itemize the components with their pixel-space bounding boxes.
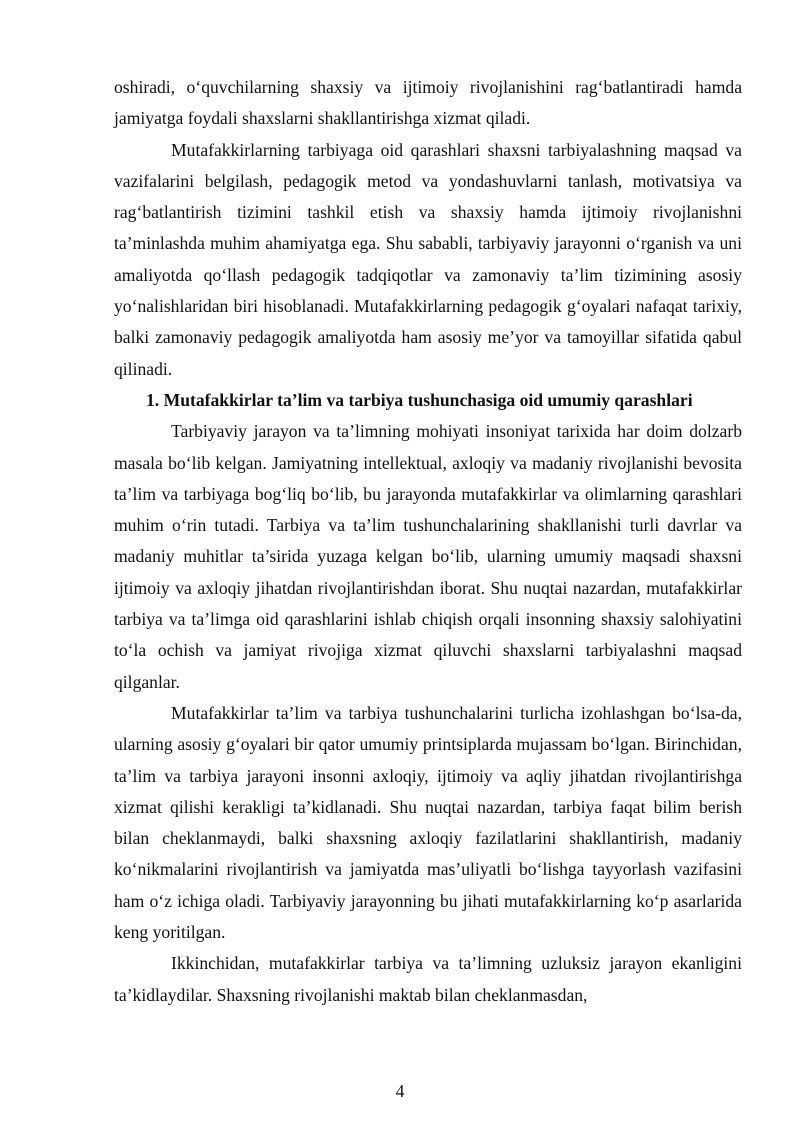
paragraph-continuation: oshiradi, o‘quvchilarning shaxsiy va ijtimoiy rivojlanishini rag‘batlantiradi hamda jamiyatga foydali shaxslarni shakllantirishga xizmat qiladi. xyxy=(114,77,742,129)
paragraph-common-principles: Mutafakkirlar ta’lim va tarbiya tushunchalarini turlicha izohlashgan bo‘lsa-da, ularning asosiy g‘oyalari bir qator umumiy printsiplarda mujassam bo‘lgan. Birinchidan, ta’lim va tarbiya jarayoni insonni axloqiy, ijtimoiy va aqliy jihatdan rivojlantirishga xizmat qilishi kerakligi ta’kidlanadi. Shu nuqtai nazardan, tarbiya faqat bilim berish bilan cheklanmaydi, balki shaxsning axloqiy fazilatlarini shakllantirish, madaniy ko‘nikmalarini rivojlantirish va jamiyatda mas’uliyatli bo‘lishga tayyorlash vazifasini ham o‘z ichiga oladi. Tarbiyaviy jarayonning bu jihati mutafakkirlarning ko‘p asarlarida keng yoritilgan. xyxy=(114,702,742,943)
paragraph-continuous-process: Ikkinchidan, mutafakkirlar tarbiya va ta’limning uzluksiz jarayon ekanligini ta’kidlaydilar. Shaxsning rivojlanishi maktab bilan cheklanmasdan, xyxy=(114,953,742,1005)
page-number: 4 xyxy=(395,1081,405,1101)
paragraph-education-essence: Tarbiyaviy jarayon va ta’limning mohiyati insoniyat tarixida har doim dolzarb masala bo‘lib kelgan. Jamiyatning intellektual, axloqiy va madaniy rivojlanishi bevosita ta’lim va tarbiyaga bog‘liq bo‘lib, bu jarayonda mutafakkirlar va olimlarning qarashlari muhim o‘rin tutadi. Tarbiya va ta’lim tushunchalarining shakllanishi turli davrlar va madaniy muhitlar ta’sirida yuzaga kelgan bo‘lib, ularning umumiy maqsadi shaxsni ijtimoiy va axloqiy jihatdan rivojlantirishdan iborat. Shu nuqtai nazardan, mutafakkirlar tarbiya va ta’limga oid qarashlarini ishlab chiqish orqali insonning shaxsiy salohiyatini to‘la ochish va jamiyat rivojiga xizmat qiluvchi shaxslarni tarbiyalashni maqsad qilganlar. xyxy=(114,421,742,692)
paragraph-thinkers-views: Mutafakkirlarning tarbiyaga oid qarashlari shaxsni tarbiyalashning maqsad va vazifalarini belgilash, pedagogik metod va yondashuvlarni tanlash, motivatsiya va rag‘batlantirish tizimini tashkil etish va shaxsiy hamda ijtimoiy rivojlanishni ta’minlashda muhim ahamiyatga ega. Shu sababli, tarbiyaviy jarayonni o‘rganish va uni amaliyotda qo‘llash pedagogik tadqiqotlar va zamonaviy ta’lim tizimining asosiy yo‘nalishlaridan biri hisoblanadi. Mutafakkirlarning pedagogik g‘oyalari nafaqat tarixiy, balki zamonaviy pedagogik amaliyotda ham asosiy me’yor va tamoyillar sifatida qabul qilinadi. xyxy=(114,139,742,379)
section-heading: 1. Mutafakkirlar ta’lim va tarbiya tushunchasiga oid umumiy qarashlari xyxy=(146,389,693,410)
page-body xyxy=(114,72,742,1011)
